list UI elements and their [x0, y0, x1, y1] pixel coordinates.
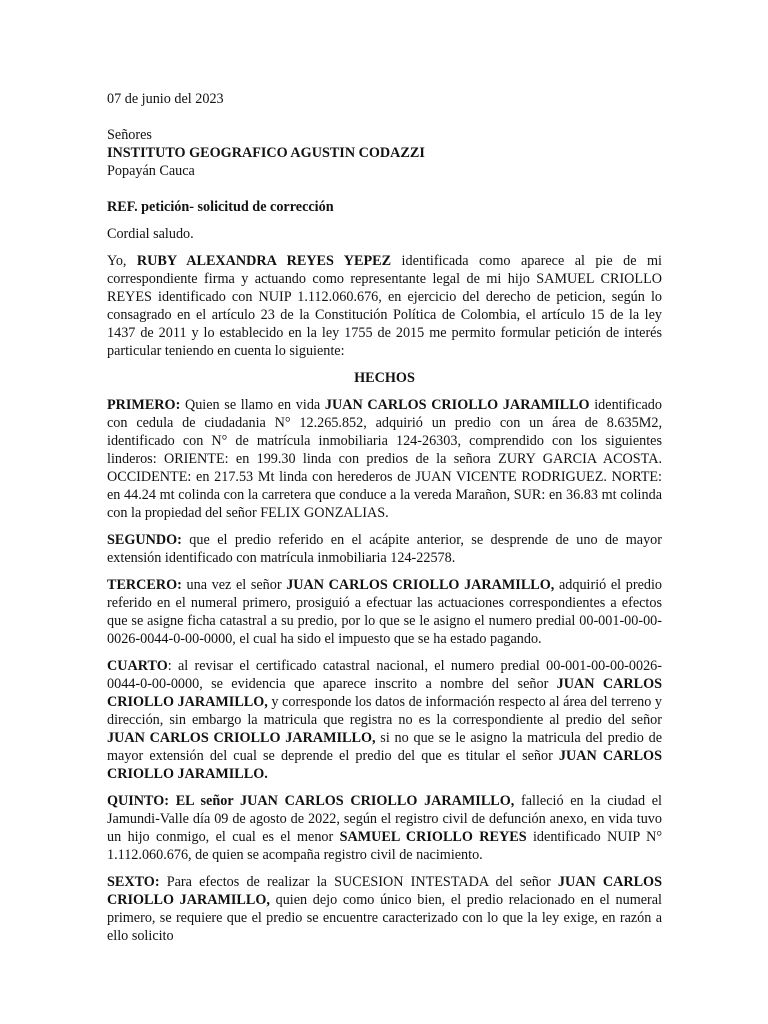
salutation: Señores — [107, 127, 152, 143]
addressee-block — [107, 126, 662, 180]
recipient-city: Popayán Cauca — [107, 163, 195, 179]
hechos-heading: HECHOS — [354, 370, 415, 386]
paragraph-label: TERCERO: — [107, 577, 182, 593]
paragraph-label: SEXTO: — [107, 874, 160, 890]
paragraph-label: QUINTO: EL señor JUAN CARLOS CRIOLLO JARAMILLO, — [107, 793, 515, 809]
paragraph-segundo: SEGUNDO: que el predio referido en el acápite anterior, se desprende de uno de mayor extensión identificado con matrícula inmobiliaria 124-22578. — [107, 532, 662, 566]
paragraph-label: CUARTO — [107, 658, 168, 674]
letter-date: 07 de junio del 2023 — [107, 91, 224, 107]
intro-paragraph: Yo, RUBY ALEXANDRA REYES YEPEZ identificada como aparece al pie de mi correspondiente firma y actuando como representante legal de mi hijo SAMUEL CRIOLLO REYES identificado con NUIP 1.112.060.676, en ejercicio del derecho de peticion, según lo consagrado en el artículo 23 de la Constitución Política de Colombia, el artículo 15 de la ley 1437 de 2011 y lo establecido en la ley 1755 de 2015 me permito formular petición de interés particular teniendo en cuenta lo siguiente: — [107, 253, 662, 359]
paragraph-quinto: QUINTO: EL señor JUAN CARLOS CRIOLLO JARAMILLO, falleció en la ciudad el Jamundi-Valle día 09 de agosto de 2022, según el registro civil de defunción anexo, en vida tuvo un hijo conmigo, el cual es el menor SAMUEL CRIOLLO REYES identificado NUIP N° 1.112.060.676, de quien se acompaña registro civil de nacimiento. — [107, 793, 662, 863]
greeting: Cordial saludo. — [107, 226, 194, 242]
paragraph-cuarto: CUARTO: al revisar el certificado catastral nacional, el numero predial 00-001-00-00-0026-0044-0-00-0000, se evidencia que aparece inscrito a nombre del señor JUAN CARLOS CRIOLLO JARAMILLO, y corresponde los datos de información respecto al área del terreno y dirección, sin embargo la matricula que registra no es la correspondiente al predio del señor JUAN CARLOS CRIOLLO JARAMILLO, si no que se le asigno la matricula del predio de mayor extensión del cual se deprende el predio del que es titular el señor JUAN CARLOS CRIOLLO JARAMILLO. — [107, 658, 663, 782]
paragraph-primero: PRIMERO: Quien se llamo en vida JUAN CARLOS CRIOLLO JARAMILLO identificado con cedula de ciudadania N° 12.265.852, adquirió un predio con un área de 8.635M2, identificado con N° de matrícula inmobiliaria 124-26303, comprendido con los siguientes linderos: ORIENTE: en 199.30 linda con predios de la señora ZURY GARCIA ACOSTA. OCCIDENTE: en 217.53 Mt linda con herederos de JUAN VICENTE RODRIGUEZ. NORTE: en 44.24 mt colinda con la carretera que conduce a la vereda Marañon, SUR: en 36.83 mt colinda con la propiedad del señor FELIX GONZALIAS. — [107, 397, 662, 521]
recipient-name: INSTITUTO GEOGRAFICO AGUSTIN CODAZZI — [107, 145, 425, 161]
paragraph-tercero: TERCERO: una vez el señor JUAN CARLOS CRIOLLO JARAMILLO, adquirió el predio referido en el numeral primero, prosiguió a efectuar las actuaciones correspondientes a efectos que se asigne ficha catastral a su predio, por lo que se le asigno el numero predial 00-001-00-00-0026-0044-0-00-0000, el cual ha sido el impuesto que se ha estado pagando. — [107, 577, 662, 647]
paragraph-sexto: SEXTO: Para efectos de realizar la SUCESION INTESTADA del señor JUAN CARLOS CRIOLLO JARAMILLO, quien dejo como único bien, el predio relacionado en el numeral primero, se requiere que el predio se encuentre caracterizado con lo que la ley exige, en razón a ello solicito — [107, 874, 662, 944]
reference-line: REF. petición- solicitud de corrección — [107, 199, 334, 215]
paragraph-label: SEGUNDO: — [107, 532, 182, 548]
paragraph-label: PRIMERO: — [107, 397, 181, 413]
